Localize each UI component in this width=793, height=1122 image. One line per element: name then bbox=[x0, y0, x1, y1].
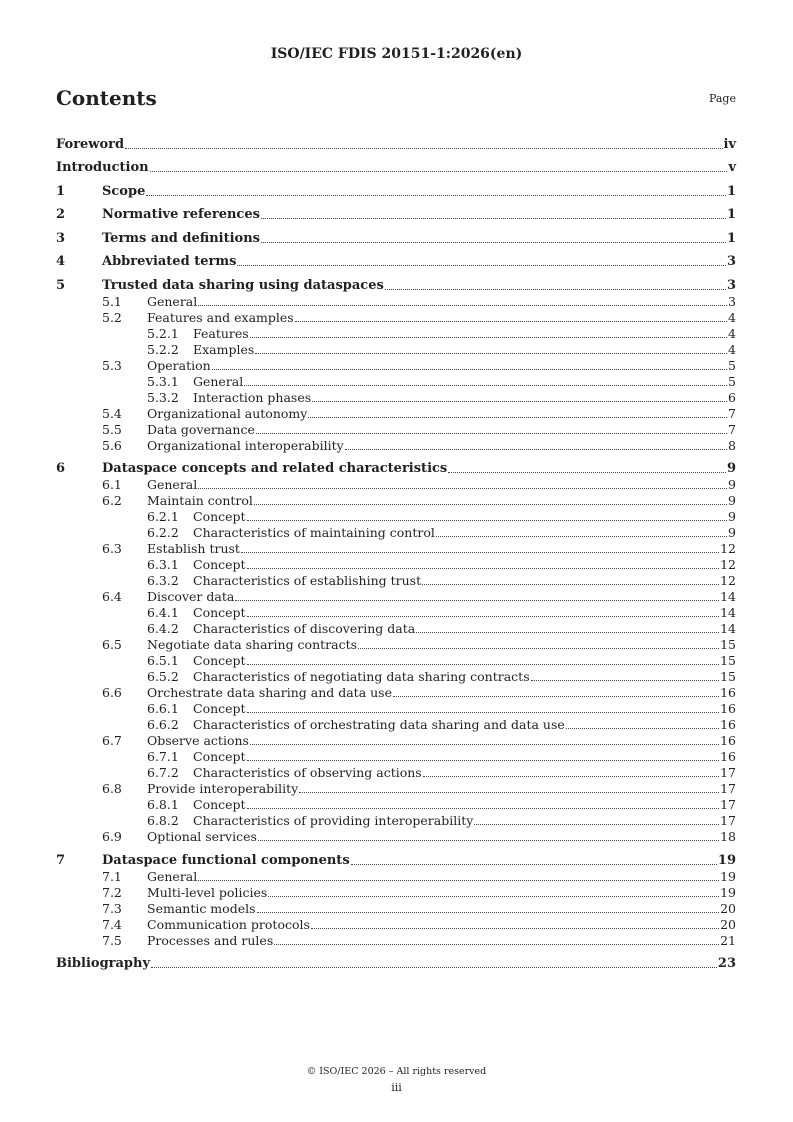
toc-entry-title: Observe actions bbox=[147, 733, 249, 748]
toc-entry-page: 9 bbox=[726, 461, 736, 476]
dot-leader bbox=[212, 368, 727, 370]
toc-entry-number: 7.2 bbox=[102, 884, 122, 900]
dot-leader bbox=[125, 147, 722, 149]
toc-entry-number: 1 bbox=[56, 183, 66, 199]
toc-entry-page: 6 bbox=[728, 389, 736, 405]
toc-entry-number: 6.7.2 bbox=[147, 765, 179, 780]
toc-entry-page: 7 bbox=[728, 421, 736, 437]
toc-entry-page: 16 bbox=[720, 733, 736, 748]
toc-entry[interactable] bbox=[56, 453, 736, 477]
toc-entry-title: Characteristics of orchestrating data sharing and data use bbox=[193, 717, 565, 732]
toc-entry-title: Concept bbox=[193, 605, 246, 620]
toc-entry-number: 6.7 bbox=[102, 733, 122, 748]
toc-entry-title: General bbox=[193, 373, 244, 389]
toc-entry-title: Characteristics of discovering data bbox=[193, 621, 416, 636]
dot-leader bbox=[351, 863, 717, 865]
toc-entry-number: 6.2 bbox=[102, 493, 122, 508]
dot-leader bbox=[422, 583, 719, 585]
toc-entry-number: 7 bbox=[56, 852, 66, 868]
toc-entry-title: Dataspace functional components bbox=[102, 852, 350, 868]
toc-entry-number: 5.1 bbox=[102, 293, 122, 309]
dot-leader bbox=[250, 336, 727, 338]
toc-entry[interactable] bbox=[56, 405, 736, 421]
toc-entry-page: 8 bbox=[728, 437, 736, 453]
toc-entry[interactable] bbox=[56, 325, 736, 341]
toc-entry-page: 15 bbox=[720, 637, 736, 652]
toc-entry-number: 4 bbox=[56, 254, 66, 269]
toc-entry[interactable] bbox=[56, 716, 736, 732]
toc-entry-page: 12 bbox=[720, 573, 736, 588]
toc-entry-page: 15 bbox=[720, 669, 736, 684]
toc-entry-title: Operation bbox=[147, 357, 211, 373]
toc-entry[interactable] bbox=[56, 389, 736, 405]
dot-leader bbox=[474, 823, 719, 825]
toc-entry-page: 23 bbox=[717, 956, 736, 971]
toc-entry-number: 5.3.2 bbox=[147, 389, 179, 405]
toc-entry-page: 19 bbox=[720, 868, 736, 884]
toc-entry-title: Optional services bbox=[147, 829, 257, 844]
toc-entry[interactable] bbox=[56, 652, 736, 668]
toc-entry[interactable] bbox=[56, 868, 736, 884]
toc-entry-number: 5.2 bbox=[102, 309, 122, 325]
dot-leader bbox=[274, 943, 719, 945]
toc-entry-number: 6.2.1 bbox=[147, 509, 179, 524]
toc-entry-title: Characteristics of providing interoperability bbox=[193, 813, 474, 828]
toc-entry-page: 7 bbox=[728, 405, 736, 421]
toc-entry[interactable] bbox=[56, 636, 736, 652]
toc-entry[interactable] bbox=[56, 684, 736, 700]
toc-entry-title: Concept bbox=[193, 749, 246, 764]
toc-entry[interactable] bbox=[56, 796, 736, 812]
toc-entry-number: 7.5 bbox=[102, 932, 122, 948]
toc-entry[interactable] bbox=[56, 373, 736, 389]
toc-entry-page: 14 bbox=[720, 589, 736, 604]
toc-entry[interactable] bbox=[56, 222, 736, 246]
toc-entry-page: 20 bbox=[720, 900, 736, 916]
toc-entry-number: 5 bbox=[56, 277, 66, 293]
toc-entry-title: Communication protocols bbox=[147, 916, 310, 932]
toc-entry-number: 7.4 bbox=[102, 916, 122, 932]
toc-entry-page: 12 bbox=[720, 557, 736, 572]
dot-leader bbox=[436, 535, 727, 537]
dot-leader bbox=[247, 711, 720, 713]
dot-leader bbox=[247, 807, 720, 809]
toc-entry-page: 18 bbox=[720, 829, 736, 844]
toc-entry-number: 6.5.2 bbox=[147, 669, 179, 684]
toc-entry-number: 6.7.1 bbox=[147, 749, 179, 764]
toc-entry-page: 15 bbox=[720, 653, 736, 668]
toc-entry-title: Maintain control bbox=[147, 493, 253, 508]
dot-leader bbox=[247, 519, 727, 521]
toc-entry-page: 16 bbox=[720, 717, 736, 732]
toc-entry-page: 9 bbox=[728, 525, 736, 540]
toc-entry-number: 6.4 bbox=[102, 589, 122, 604]
dot-leader bbox=[566, 727, 719, 729]
toc-entry-number: 5.3 bbox=[102, 357, 122, 373]
toc-entry[interactable] bbox=[56, 508, 736, 524]
toc-entry[interactable] bbox=[56, 732, 736, 748]
table-of-contents bbox=[56, 128, 736, 971]
toc-entry[interactable] bbox=[56, 780, 736, 796]
toc-entry-page: 19 bbox=[717, 852, 736, 868]
toc-entry-page: 3 bbox=[726, 254, 736, 269]
toc-entry-number: 6.6 bbox=[102, 685, 122, 700]
toc-entry-title: Introduction bbox=[56, 160, 149, 175]
toc-entry-title: Foreword bbox=[56, 136, 125, 152]
toc-entry-title: General bbox=[147, 868, 198, 884]
toc-entry-title: Organizational interoperability bbox=[147, 437, 344, 453]
toc-entry-number: 6.8.1 bbox=[147, 797, 179, 812]
toc-entry-title: Scope bbox=[102, 183, 146, 199]
toc-entry-number: 6.4.2 bbox=[147, 621, 179, 636]
dot-leader bbox=[256, 432, 727, 434]
toc-entry-page: 4 bbox=[728, 325, 736, 341]
toc-entry-number: 6.3.2 bbox=[147, 573, 179, 588]
toc-entry[interactable] bbox=[56, 764, 736, 780]
toc-entry-page: 1 bbox=[726, 183, 736, 199]
toc-entry-page: iv bbox=[723, 136, 736, 152]
toc-entry[interactable] bbox=[56, 572, 736, 588]
toc-entry[interactable] bbox=[56, 620, 736, 636]
dot-leader bbox=[385, 288, 726, 290]
toc-entry[interactable] bbox=[56, 884, 736, 900]
toc-entry-number: 5.3.1 bbox=[147, 373, 179, 389]
toc-entry-title: Establish trust bbox=[147, 541, 240, 556]
toc-entry-title: Organizational autonomy bbox=[147, 405, 308, 421]
toc-entry-title: Concept bbox=[193, 797, 246, 812]
toc-entry-page: 5 bbox=[728, 373, 736, 389]
dot-leader bbox=[241, 551, 719, 553]
toc-entry[interactable] bbox=[56, 588, 736, 604]
toc-entry-title: Processes and rules bbox=[147, 932, 274, 948]
toc-entry-title: Discover data bbox=[147, 589, 235, 604]
toc-entry-title: Examples bbox=[193, 341, 255, 357]
toc-entry-title: General bbox=[147, 477, 198, 492]
toc-entry-number: 3 bbox=[56, 230, 66, 246]
toc-entry-page: 20 bbox=[720, 916, 736, 932]
toc-entry-number: 6.6.2 bbox=[147, 717, 179, 732]
copyright-notice: © ISO/IEC 2026 – All rights reserved bbox=[306, 1066, 487, 1077]
dot-leader bbox=[261, 241, 726, 243]
toc-entry-number: 6.1 bbox=[102, 477, 122, 492]
toc-entry[interactable] bbox=[56, 900, 736, 916]
dot-leader bbox=[295, 320, 727, 322]
toc-entry[interactable] bbox=[56, 828, 736, 844]
toc-entry-page: 16 bbox=[720, 685, 736, 700]
toc-entry-page: 21 bbox=[720, 932, 736, 948]
dot-leader bbox=[531, 679, 719, 681]
toc-entry-page: 1 bbox=[726, 230, 736, 246]
toc-entry-number: 6.3.1 bbox=[147, 557, 179, 572]
toc-entry-page: 16 bbox=[720, 701, 736, 716]
toc-entry[interactable] bbox=[56, 246, 736, 270]
toc-entry-number: 6.8.2 bbox=[147, 813, 179, 828]
toc-entry[interactable] bbox=[56, 700, 736, 716]
toc-entry-number: 5.2.2 bbox=[147, 341, 179, 357]
dot-leader bbox=[448, 471, 726, 473]
toc-entry-title: Bibliography bbox=[56, 956, 151, 971]
dot-leader bbox=[151, 966, 717, 968]
dot-leader bbox=[308, 416, 727, 418]
toc-entry-page: 9 bbox=[728, 477, 736, 492]
toc-entry-number: 5.4 bbox=[102, 405, 122, 421]
toc-entry[interactable] bbox=[56, 668, 736, 684]
toc-entry[interactable] bbox=[56, 152, 736, 176]
toc-entry-title: Characteristics of observing actions bbox=[193, 765, 422, 780]
toc-entry-title: General bbox=[147, 293, 198, 309]
dot-leader bbox=[150, 170, 728, 172]
dot-leader bbox=[198, 304, 727, 306]
toc-entry-page: 5 bbox=[728, 357, 736, 373]
dot-leader bbox=[258, 839, 719, 841]
dot-leader bbox=[146, 194, 726, 196]
toc-entry-title: Concept bbox=[193, 701, 246, 716]
toc-entry-number: 5.2.1 bbox=[147, 325, 179, 341]
toc-entry-title: Abbreviated terms bbox=[102, 254, 237, 269]
toc-entry-page: 1 bbox=[726, 207, 736, 222]
toc-entry-page: 9 bbox=[728, 493, 736, 508]
dot-leader bbox=[345, 448, 727, 450]
toc-entry-title: Negotiate data sharing contracts bbox=[147, 637, 358, 652]
toc-entry[interactable] bbox=[56, 932, 736, 948]
dot-leader bbox=[393, 695, 719, 697]
toc-entry-number: 5.5 bbox=[102, 421, 122, 437]
toc-entry[interactable] bbox=[56, 476, 736, 492]
toc-entry-title: Provide interoperability bbox=[147, 781, 299, 796]
toc-entry-title: Characteristics of establishing trust bbox=[193, 573, 422, 588]
toc-entry[interactable] bbox=[56, 293, 736, 309]
toc-entry-page: 14 bbox=[720, 605, 736, 620]
dot-leader bbox=[255, 352, 727, 354]
toc-entry-page: 3 bbox=[726, 277, 736, 293]
toc-entry[interactable] bbox=[56, 175, 736, 199]
page-footer bbox=[0, 1066, 793, 1094]
toc-entry-page: 4 bbox=[728, 309, 736, 325]
toc-entry-number: 6.5 bbox=[102, 637, 122, 652]
toc-entry-title: Features and examples bbox=[147, 309, 294, 325]
toc-entry-page: v bbox=[728, 160, 736, 175]
toc-entry-title: Multi-level policies bbox=[147, 884, 268, 900]
document-id-header: ISO/IEC FDIS 20151-1:2026(en) bbox=[270, 46, 523, 62]
page-column-label: Page bbox=[708, 92, 736, 105]
toc-entry-page: 12 bbox=[720, 541, 736, 556]
toc-entry-title: Concept bbox=[193, 509, 246, 524]
toc-entry-number: 7.3 bbox=[102, 900, 122, 916]
toc-entry-number: 6.5.1 bbox=[147, 653, 179, 668]
dot-leader bbox=[247, 615, 720, 617]
toc-entry-title: Normative references bbox=[102, 207, 260, 222]
page-title: Contents bbox=[56, 86, 157, 110]
toc-entry-title: Dataspace concepts and related characteristics bbox=[102, 461, 448, 476]
toc-entry-title: Orchestrate data sharing and data use bbox=[147, 685, 392, 700]
toc-entry-page: 17 bbox=[720, 797, 736, 812]
toc-entry[interactable] bbox=[56, 309, 736, 325]
toc-entry-page: 19 bbox=[720, 884, 736, 900]
toc-entry[interactable] bbox=[56, 199, 736, 223]
dot-leader bbox=[254, 503, 727, 505]
dot-leader bbox=[423, 775, 719, 777]
dot-leader bbox=[268, 895, 719, 897]
toc-entry-number: 6 bbox=[56, 461, 66, 476]
dot-leader bbox=[235, 599, 719, 601]
toc-entry-title: Semantic models bbox=[147, 900, 256, 916]
dot-leader bbox=[247, 759, 720, 761]
dot-leader bbox=[244, 384, 727, 386]
toc-entry[interactable] bbox=[56, 437, 736, 453]
toc-entry[interactable] bbox=[56, 604, 736, 620]
toc-entry-number: 6.9 bbox=[102, 829, 122, 844]
toc-entry[interactable] bbox=[56, 748, 736, 764]
page-number: iii bbox=[391, 1081, 402, 1094]
toc-entry-number: 2 bbox=[56, 207, 66, 222]
toc-entry[interactable] bbox=[56, 556, 736, 572]
dot-leader bbox=[250, 743, 719, 745]
toc-entry-title: Concept bbox=[193, 557, 246, 572]
dot-leader bbox=[358, 647, 719, 649]
toc-entry-title: Terms and definitions bbox=[102, 230, 260, 246]
toc-entry-title: Features bbox=[193, 325, 249, 341]
toc-entry[interactable] bbox=[56, 524, 736, 540]
toc-entry-title: Trusted data sharing using dataspaces bbox=[102, 277, 384, 293]
dot-leader bbox=[257, 911, 720, 913]
toc-entry-title: Characteristics of maintaining control bbox=[193, 525, 435, 540]
dot-leader bbox=[299, 791, 719, 793]
dot-leader bbox=[198, 879, 719, 881]
toc-entry[interactable] bbox=[56, 492, 736, 508]
toc-entry-number: 6.8 bbox=[102, 781, 122, 796]
toc-entry-title: Interaction phases bbox=[193, 389, 312, 405]
dot-leader bbox=[247, 663, 720, 665]
toc-entry[interactable] bbox=[56, 269, 736, 293]
toc-entry[interactable] bbox=[56, 357, 736, 373]
toc-entry[interactable] bbox=[56, 128, 736, 152]
toc-entry-page: 17 bbox=[720, 813, 736, 828]
toc-entry-page: 9 bbox=[728, 509, 736, 524]
toc-entry[interactable] bbox=[56, 812, 736, 828]
toc-entry-number: 5.6 bbox=[102, 437, 122, 453]
toc-entry-number: 6.3 bbox=[102, 541, 122, 556]
dot-leader bbox=[312, 400, 727, 402]
toc-entry[interactable] bbox=[56, 540, 736, 556]
dot-leader bbox=[247, 567, 720, 569]
toc-entry[interactable] bbox=[56, 844, 736, 868]
dot-leader bbox=[311, 927, 719, 929]
toc-entry-number: 6.6.1 bbox=[147, 701, 179, 716]
dot-leader bbox=[237, 264, 726, 266]
toc-entry[interactable] bbox=[56, 916, 736, 932]
toc-entry-title: Characteristics of negotiating data sharing contracts bbox=[193, 669, 530, 684]
toc-entry[interactable] bbox=[56, 421, 736, 437]
dot-leader bbox=[416, 631, 719, 633]
toc-entry-number: 7.1 bbox=[102, 868, 122, 884]
toc-entry-page: 4 bbox=[728, 341, 736, 357]
toc-entry-page: 17 bbox=[720, 781, 736, 796]
toc-entry-page: 14 bbox=[720, 621, 736, 636]
toc-entry-number: 6.2.2 bbox=[147, 525, 179, 540]
toc-entry-page: 16 bbox=[720, 749, 736, 764]
dot-leader bbox=[198, 487, 727, 489]
toc-entry-page: 17 bbox=[720, 765, 736, 780]
toc-entry-title: Data governance bbox=[147, 421, 255, 437]
dot-leader bbox=[261, 217, 726, 219]
toc-entry[interactable] bbox=[56, 948, 736, 972]
toc-entry[interactable] bbox=[56, 341, 736, 357]
toc-entry-page: 3 bbox=[728, 293, 736, 309]
toc-entry-title: Concept bbox=[193, 653, 246, 668]
toc-entry-number: 6.4.1 bbox=[147, 605, 179, 620]
